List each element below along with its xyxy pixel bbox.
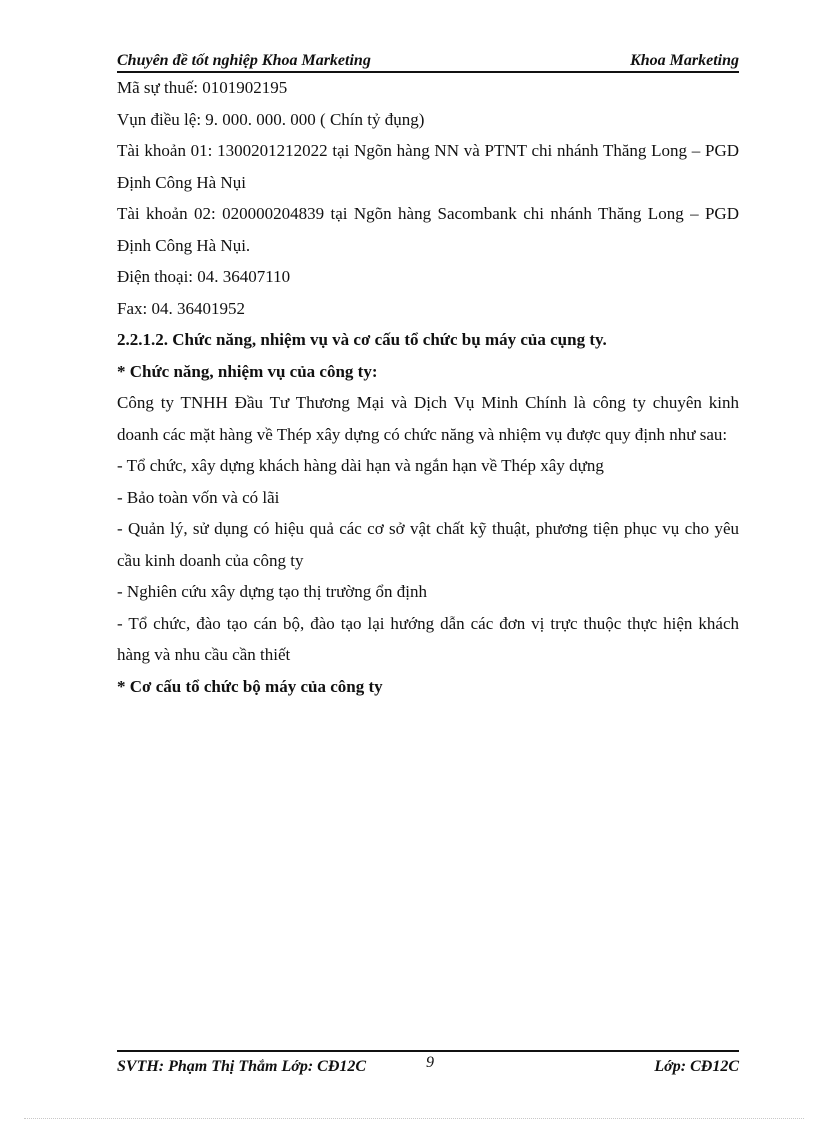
page-footer (117, 1050, 739, 1076)
intro-paragraph: Công ty TNHH Đầu Tư Thương Mại và Dịch Vụ Minh Chính là công ty chuyên kinh doanh các mặt hàng về Thép xây dựng có chức năng và nhiệm vụ được quy định như sau: (117, 393, 739, 444)
fax-line: Fax: 04. 36401952 (117, 298, 245, 318)
header-right-title: Khoa Marketing (630, 52, 739, 69)
charter-capital-line: Vụn điều lệ: 9. 000. 000. 000 ( Chín tỷ đụng) (117, 109, 425, 129)
section-heading: 2.2.1.2. Chức năng, nhiệm vụ và cơ cấu tổ chức bụ máy của cụng ty. (117, 330, 607, 349)
page-body (117, 72, 739, 702)
page-number: 9 (426, 1054, 434, 1071)
page-header (117, 48, 739, 73)
duty-item: - Tổ chức, đào tạo cán bộ, đào tạo lại hướng dẫn các đơn vị trực thuộc thực hiện khách hàng và nhu cầu cần thiết (117, 613, 739, 664)
duty-item: - Tổ chức, xây dựng khách hàng dài hạn và ngắn hạn về Thép xây dựng (117, 456, 604, 475)
bank-account-1-line: Tài khoản 01: 1300201212022 tại Ngõn hàng NN và PTNT chi nhánh Thăng Long – PGD Định Công Hà Nụi (117, 141, 739, 192)
tax-code-line: Mã sự thuế: 0101902195 (117, 78, 288, 97)
duty-item: - Nghiên cứu xây dựng tạo thị trường ổn định (117, 582, 428, 601)
sub-heading-functions: * Chức năng, nhiệm vụ của công ty: (117, 361, 378, 381)
duty-item: - Quản lý, sử dụng có hiệu quả các cơ sở vật chất kỹ thuật, phương tiện phục vụ cho yêu cầu kinh doanh của công ty (117, 519, 739, 570)
sub-heading-structure: * Cơ cấu tổ chức bộ máy của công ty (117, 676, 383, 696)
phone-line: Điện thoại: 04. 36407110 (117, 267, 291, 286)
footer-class-info: Lớp: CĐ12C (654, 1058, 739, 1075)
footer-student-info: SVTH: Phạm Thị Thắm Lớp: CĐ12C (117, 1058, 367, 1075)
duty-item: - Bảo toàn vốn và có lãi (117, 487, 280, 507)
header-left-title: Chuyên đề tốt nghiệp Khoa Marketing (117, 52, 371, 69)
bank-account-2-line: Tài khoản 02: 020000204839 tại Ngõn hàng Sacombank chi nhánh Thăng Long – PGD Định Công Hà Nụi. (117, 204, 739, 255)
page-edge-divider (24, 1118, 804, 1119)
